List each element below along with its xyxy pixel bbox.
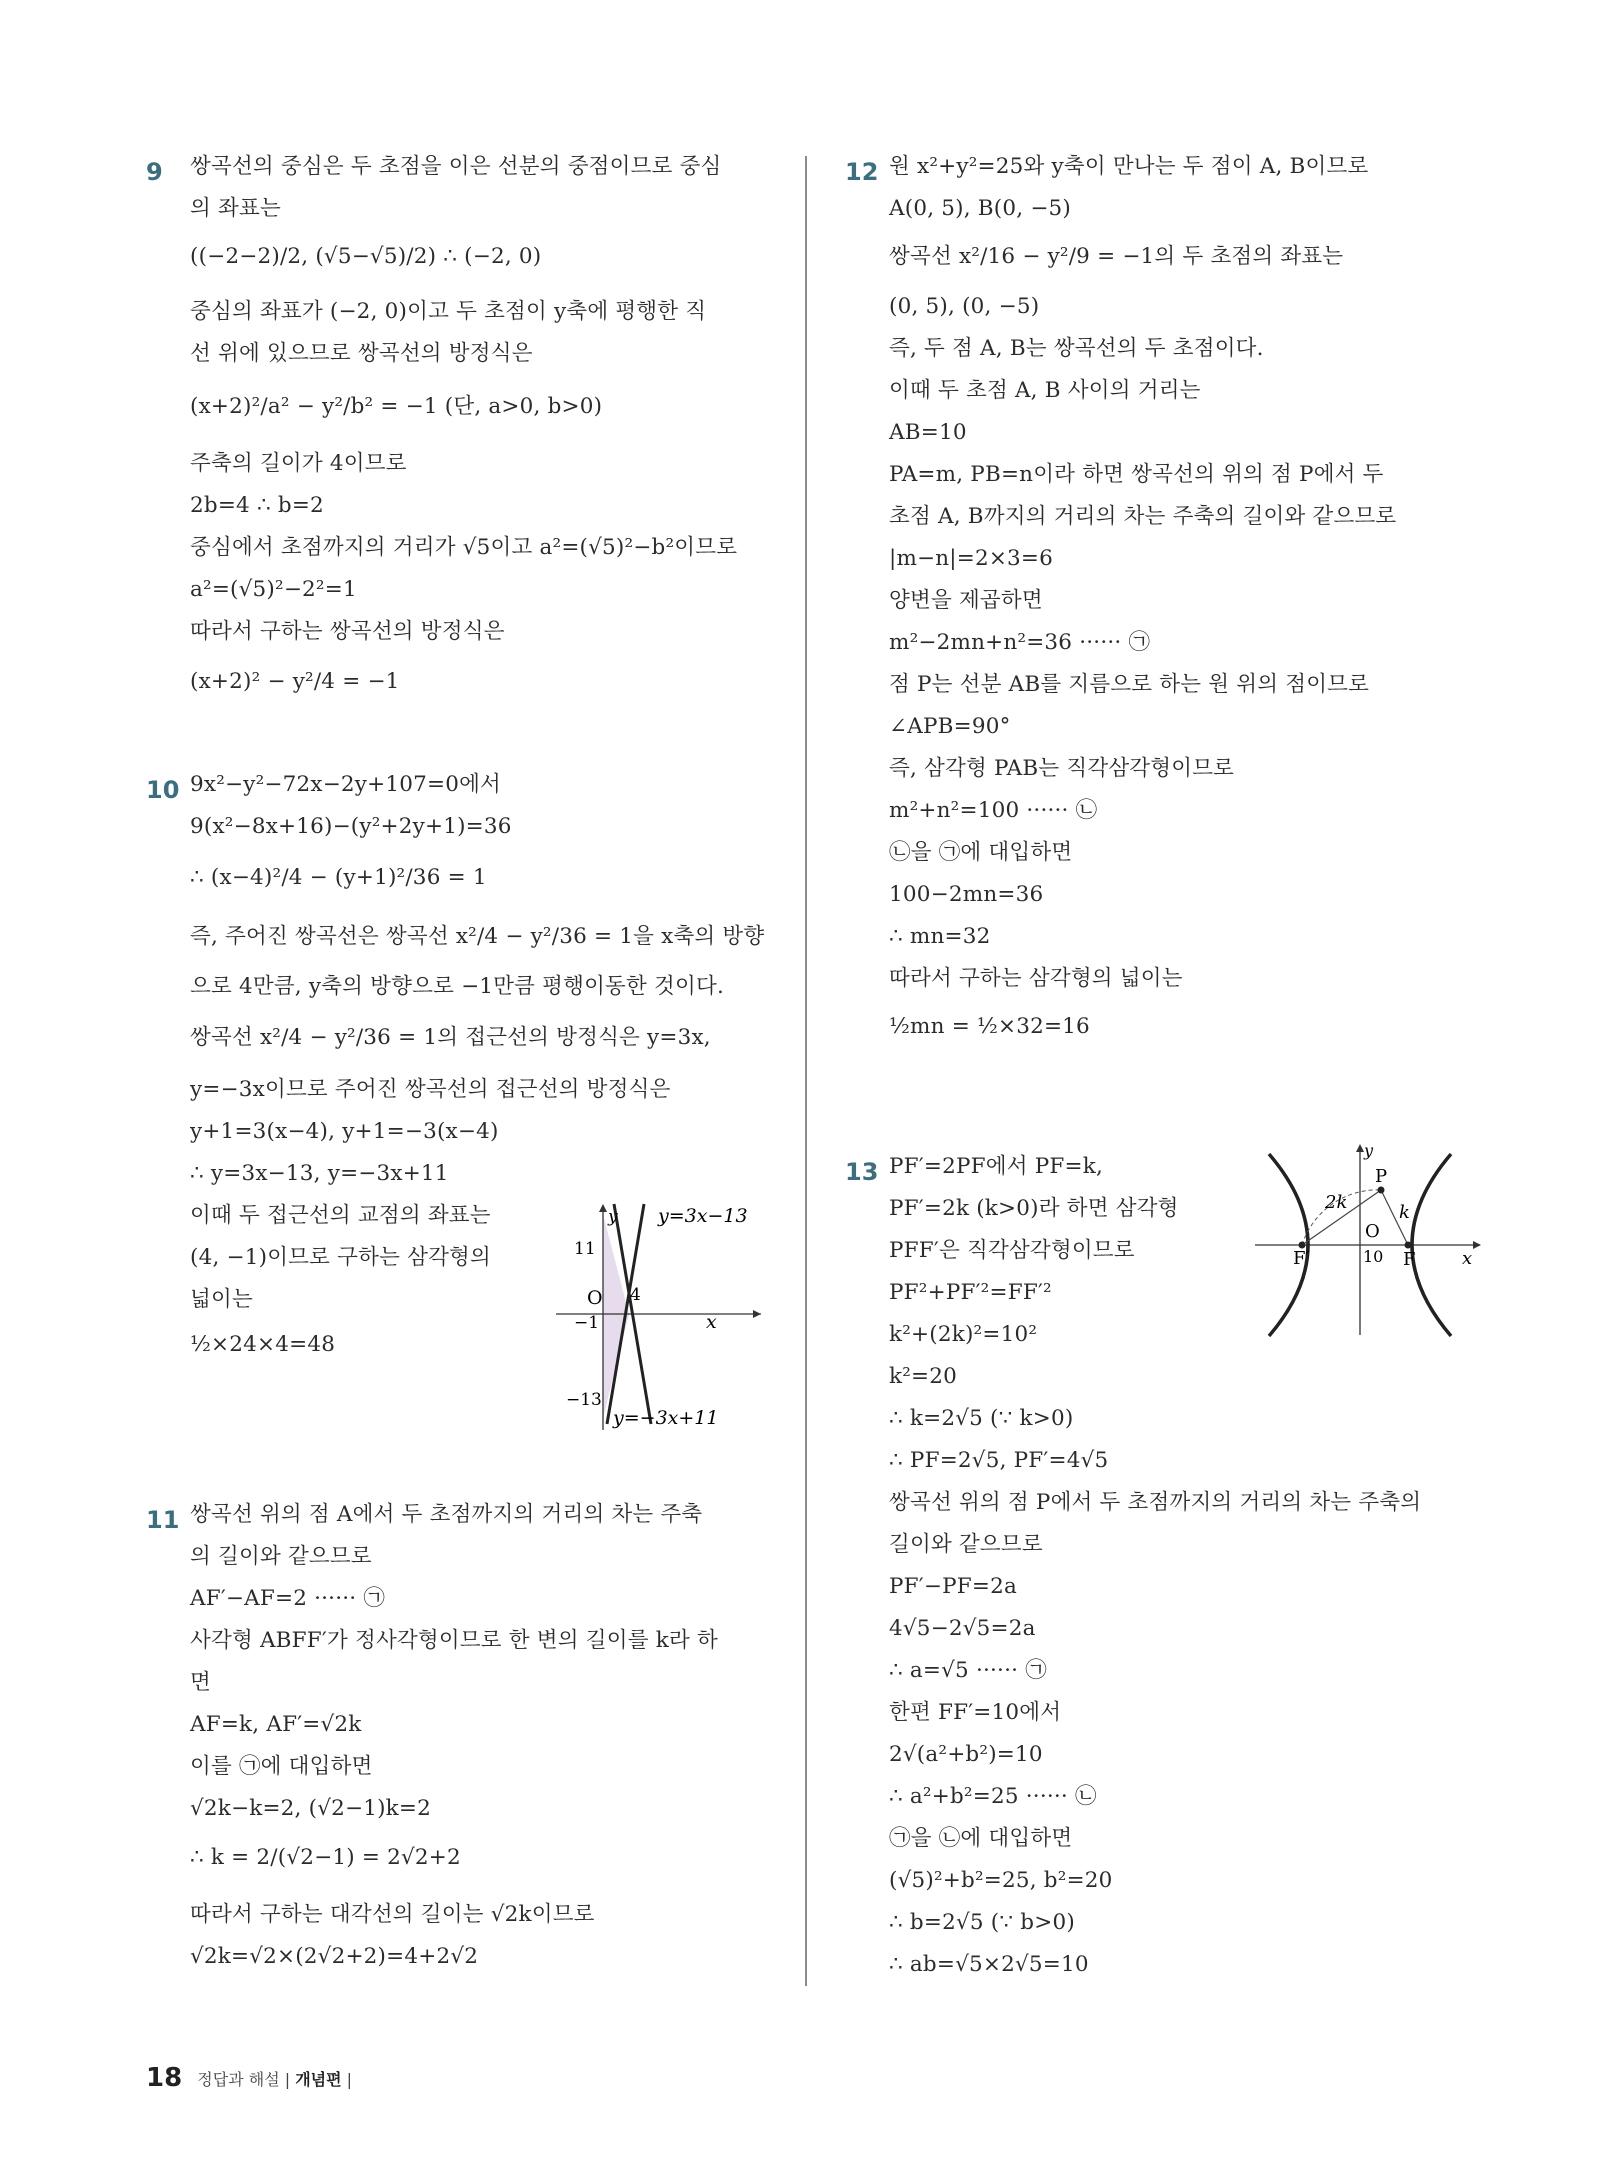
footer-text: 정답과 해설 | 개념편 |	[197, 2069, 353, 2089]
math-line: 9(x²−8x+16)−(y²+2y+1)=36	[190, 814, 512, 839]
math-line: ∴ k = 2/(√2−1) = 2√2+2	[190, 1845, 461, 1870]
math-line: 100−2mn=36	[889, 882, 1044, 907]
origin-label: O	[1365, 1221, 1380, 1242]
text-line: (4, −1)이므로 구하는 삼각형의	[190, 1245, 491, 1270]
text-line: 사각형 ABFF′가 정사각형이므로 한 변의 길이를 k라 하	[190, 1628, 718, 1653]
math-line: (0, 5), (0, −5)	[889, 294, 1040, 319]
math-line: 4√5−2√5=2a	[889, 1616, 1036, 1641]
text-line: 따라서 구하는 대각선의 길이는 √2k이므로	[190, 1902, 595, 1927]
two-k-label: 2k	[1325, 1192, 1348, 1213]
text-line: 길이와 같으므로	[889, 1532, 1043, 1557]
math-line: ∴ PF=2√5, PF′=4√5	[889, 1448, 1109, 1473]
line1-label: y=3x−13	[658, 1205, 748, 1227]
tick-11-label: 11	[574, 1239, 596, 1259]
math-line: |m−n|=2×3=6	[889, 546, 1054, 571]
f-label: F	[1403, 1249, 1416, 1270]
text-line: 의 좌표는	[190, 196, 281, 221]
tick-minus1-label: −1	[574, 1313, 600, 1333]
math-line: m²−2mn+n²=36 ······ ㉠	[889, 630, 1151, 655]
asymptote-graph	[556, 1202, 766, 1432]
x-axis-label: x	[1462, 1248, 1473, 1269]
text-line: 쌍곡선의 중심은 두 초점을 이은 선분의 중점이므로 중심	[190, 154, 722, 179]
math-line: √2k−k=2, (√2−1)k=2	[190, 1796, 431, 1821]
tick-minus13-label: −13	[566, 1390, 602, 1410]
math-line: ∴ a=√5 ······ ㉠	[889, 1658, 1047, 1683]
page-number: 18	[146, 2063, 183, 2093]
math-line: ∴ b=2√5 (∵ b>0)	[889, 1910, 1075, 1935]
math-line: ∴ k=2√5 (∵ k>0)	[889, 1406, 1074, 1431]
footer-title: 정답과 해설	[197, 2069, 280, 2089]
problem-number: 11	[146, 1506, 180, 1534]
math-line: A(0, 5), B(0, −5)	[889, 196, 1072, 221]
text-line: ㉡을 ㉠에 대입하면	[889, 840, 1073, 865]
text-line: 즉, 두 점 A, B는 쌍곡선의 두 초점이다.	[889, 336, 1264, 361]
problem-13	[845, 1141, 1485, 2012]
text-line: 따라서 구하는 삼각형의 넓이는	[889, 966, 1183, 991]
point-f	[1405, 1242, 1412, 1249]
problem-12	[845, 152, 1485, 1072]
math-line: ((−2−2)/2, (√5−√5)/2) ∴ (−2, 0)	[190, 244, 542, 269]
math-line: PF′=2PF에서 PF=k,	[889, 1154, 1103, 1179]
y-axis-label: y	[1364, 1141, 1374, 1160]
x-axis-arrow	[1473, 1241, 1481, 1249]
x-axis-label: x	[706, 1311, 717, 1333]
text-line: 주축의 길이가 4이므로	[190, 451, 407, 476]
problem-9	[146, 152, 772, 712]
text-line: 면	[190, 1670, 211, 1695]
math-line: k²=20	[889, 1364, 958, 1389]
math-line: ∴ (x−4)²/4 − (y+1)²/36 = 1	[190, 865, 487, 890]
math-line: 쌍곡선 x²/16 − y²/9 = −1의 두 초점의 좌표는	[889, 244, 1344, 269]
footer-part: 개념편	[295, 2069, 342, 2089]
problem-number: 12	[845, 158, 879, 186]
x-axis-arrow	[753, 1310, 761, 1318]
problem-10	[146, 770, 772, 1440]
point-p	[1378, 1187, 1385, 1194]
y-axis-label: y	[608, 1207, 618, 1227]
text-line: 이를 ㉠에 대입하면	[190, 1754, 373, 1779]
math-line: ∴ ab=√5×2√5=10	[889, 1952, 1089, 1977]
math-line: AB=10	[889, 420, 967, 445]
f-prime-label: F′	[1293, 1248, 1310, 1269]
text-line: 초점 A, B까지의 거리의 차는 주축의 길이와 같으므로	[889, 504, 1397, 529]
math-line: (x+2)² − y²/4 = −1	[190, 669, 400, 694]
text-line: 으로 4만큼, y축의 방향으로 −1만큼 평행이동한 것이다.	[190, 974, 724, 999]
text-line: 넓이는	[190, 1287, 253, 1312]
y-axis-arrow	[599, 1204, 607, 1212]
text-line: 이때 두 접근선의 교점의 좌표는	[190, 1203, 491, 1228]
math-line: a²=(√5)²−2²=1	[190, 577, 357, 602]
line2-label: y=−3x+11	[613, 1407, 719, 1429]
text-line: 양변을 제곱하면	[889, 588, 1043, 613]
page-footer	[146, 2063, 352, 2093]
y-axis-arrow	[1356, 1144, 1364, 1152]
text-line: PA=m, PB=n이라 하면 쌍곡선의 위의 점 P에서 두	[889, 462, 1384, 487]
math-line: ∴ y=3x−13, y=−3x+11	[190, 1161, 449, 1186]
text-line: 쌍곡선 위의 점 P에서 두 초점까지의 거리의 차는 주축의	[889, 1490, 1422, 1515]
text-line: 쌍곡선 x²/4 − y²/36 = 1의 접근선의 방정식은 y=3x,	[190, 1025, 711, 1050]
problem-number: 13	[845, 1158, 879, 1186]
text-line: 쌍곡선 위의 점 A에서 두 초점까지의 거리의 차는 주축	[190, 1502, 703, 1527]
text-line: 점 P는 선분 AB를 지름으로 하는 원 위의 점이므로	[889, 672, 1370, 697]
text-line: 의 길이와 같으므로	[190, 1544, 372, 1569]
math-line: ½mn = ½×32=16	[889, 1014, 1090, 1039]
text-line: PFF′은 직각삼각형이므로	[889, 1238, 1135, 1263]
math-line: k²+(2k)²=10²	[889, 1322, 1038, 1347]
math-line: (x+2)²/a² − y²/b² = −1 (단, a>0, b>0)	[190, 394, 603, 419]
math-line: ∠APB=90°	[889, 714, 1011, 739]
problem-number: 10	[146, 776, 180, 804]
p-label: P	[1375, 1166, 1388, 1187]
math-line: AF′−AF=2 ······ ㉠	[190, 1586, 386, 1611]
math-line: m²+n²=100 ······ ㉡	[889, 798, 1098, 823]
math-line: ∴ a²+b²=25 ······ ㉡	[889, 1784, 1097, 1809]
ten-label: 10	[1363, 1247, 1384, 1266]
text-line: 한편 FF′=10에서	[889, 1700, 1062, 1725]
tick-4-label: 4	[630, 1285, 641, 1305]
math-line: AF=k, AF′=√2k	[190, 1712, 362, 1737]
problem-11	[146, 1500, 772, 2020]
math-line: PF′=2k (k>0)라 하면 삼각형	[889, 1196, 1179, 1221]
hyperbola-graph	[1255, 1140, 1485, 1340]
text-line: 즉, 삼각형 PAB는 직각삼각형이므로	[889, 756, 1235, 781]
text-line: 중심에서 초점까지의 거리가 √5이고 a²=(√5)²−b²이므로	[190, 535, 738, 560]
problem-number: 9	[146, 158, 163, 186]
math-line: y+1=3(x−4), y+1=−3(x−4)	[190, 1119, 499, 1144]
math-line: PF′−PF=2a	[889, 1574, 1017, 1599]
k-label: k	[1399, 1202, 1410, 1223]
text-line: 선 위에 있으므로 쌍곡선의 방정식은	[190, 341, 533, 366]
column-divider	[805, 156, 807, 1986]
text-line: 중심의 좌표가 (−2, 0)이고 두 초점이 y축에 평행한 직	[190, 299, 707, 324]
math-line: (√5)²+b²=25, b²=20	[889, 1868, 1113, 1893]
text-line: ㉠을 ㉡에 대입하면	[889, 1826, 1073, 1851]
math-line: ∴ mn=32	[889, 924, 991, 949]
math-line: PF²+PF′²=FF′²	[889, 1280, 1052, 1305]
text-line: 이때 두 초점 A, B 사이의 거리는	[889, 378, 1201, 403]
math-line: 2√(a²+b²)=10	[889, 1742, 1043, 1767]
text-line: 따라서 구하는 쌍곡선의 방정식은	[190, 619, 505, 644]
text-line: y=−3x이므로 주어진 쌍곡선의 접근선의 방정식은	[190, 1077, 671, 1102]
math-line: 2b=4 ∴ b=2	[190, 493, 324, 518]
math-line: ½×24×4=48	[190, 1332, 336, 1357]
math-line: 원 x²+y²=25와 y축이 만나는 두 점이 A, B이므로	[889, 154, 1369, 179]
math-line: 9x²−y²−72x−2y+107=0에서	[190, 772, 502, 797]
origin-label: O	[587, 1287, 603, 1309]
math-line: √2k=√2×(2√2+2)=4+2√2	[190, 1944, 479, 1969]
text-line: 즉, 주어진 쌍곡선은 쌍곡선 x²/4 − y²/36 = 1을 x축의 방향	[190, 924, 765, 949]
